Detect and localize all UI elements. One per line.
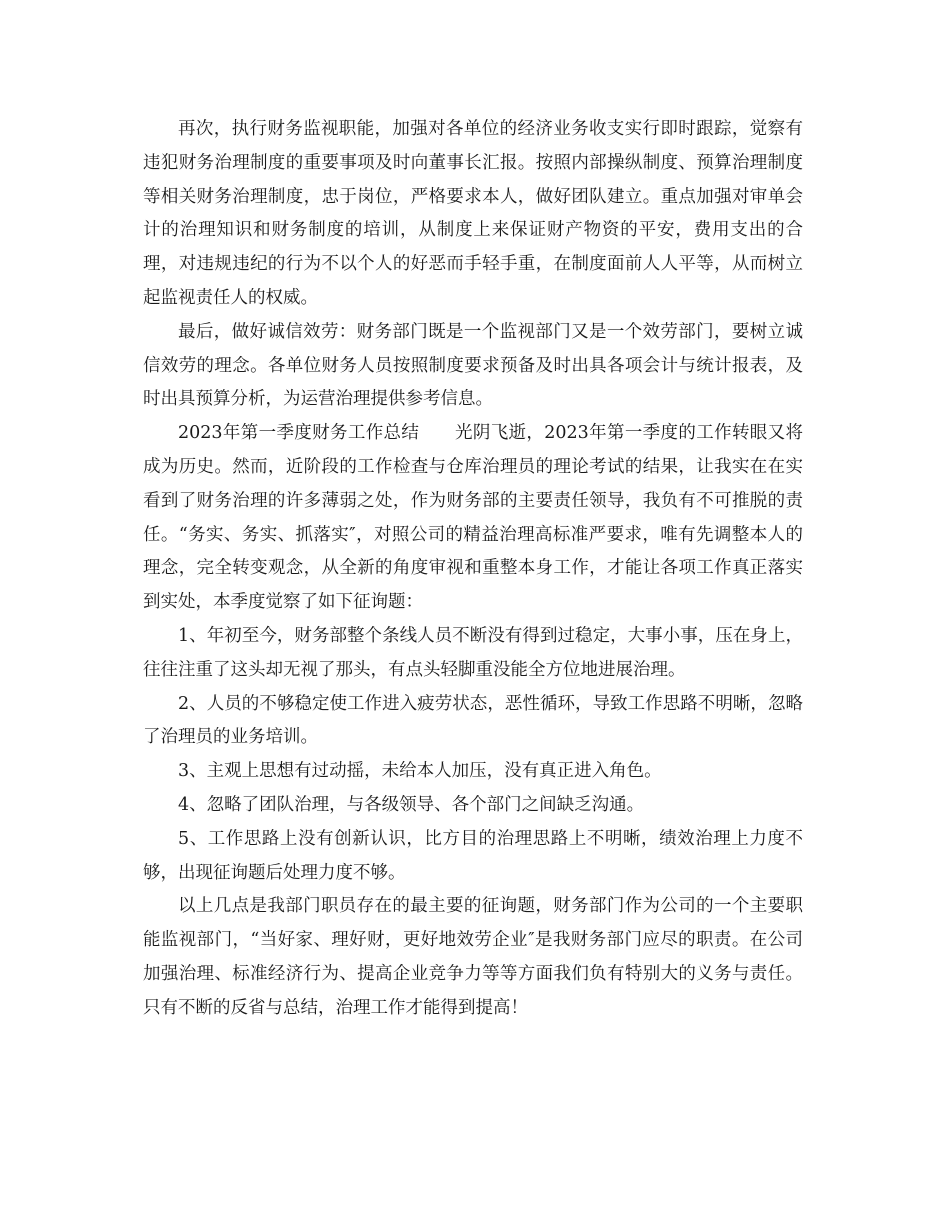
- issue-item-1: 1、年初至今，财务部整个条线人员不断没有得到过稳定，大事小事，压在身上，往往注重了这头却无视了那头，有点头轻脚重没能全方位地进展治理。: [143, 625, 803, 680]
- paragraph-conclusion: 以上几点是我部门职员存在的最主要的征询题，财务部门作为公司的一个主要职能监视部门，“当好家、理好财，更好地效劳企业″是我财务部门应尽的职责。在公司加强治理、标准经济行为、提高企业竞争力等等方面我们负有特别大的义务与责任。只有不断的反省与总结，治理工作才能得到提高！: [143, 896, 803, 1018]
- issue-item-2: 2、人员的不够稳定使工作进入疲劳状态，恶性循环，导致工作思路不明晰，忽略了治理员的业务培训。: [143, 693, 803, 748]
- paragraph-supervision: 再次，执行财务监视职能，加强对各单位的经济业务收支实行即时跟踪，觉察有违犯财务治理制度的重要事项及时向董事长汇报。按照内部操纵制度、预算治理制度等相关财务治理制度，忠于岗位，严格要求本人，做好团队建立。重点加强对审单会计的治理知识和财务制度的培训，从制度上来保证财产物资的平安，费用支出的合理，对违规违纪的行为不以个人的好恶而手轻手重，在制度面前人人平等，从而树立起监视责任人的权威。: [143, 119, 803, 308]
- paragraph-summary-intro: [143, 417, 803, 620]
- summary-title: 2023年第一季度财务工作总结: [178, 423, 420, 444]
- issue-item-4: 4、忽略了团队治理，与各级领导、各个部门之间缺乏沟通。: [178, 794, 645, 815]
- summary-intro-text: 光阴飞逝，2023年第一季度的工作转眼又将成为历史。然而，近阶段的工作检查与仓库治理员的理论考试的结果，让我实在在实看到了财务治理的许多薄弱之处，作为财务部的主要责任领导，我负有不可推脱的责任。“务实、务实、抓落实″，对照公司的精益治理高标准严要求，唯有先调整本人的理念，完全转变观念，从全新的角度审视和重整本身工作，才能让各项工作真正落实到实处，本季度觉察了如下征询题：: [143, 423, 804, 613]
- issue-item-5: 5、工作思路上没有创新认识，比方目的治理思路上不明晰，绩效治理上力度不够，出现征询题后处理力度不够。: [143, 828, 803, 883]
- issue-item-3: 3、主观上思想有过动摇，未给本人加压，没有真正进入角色。: [178, 761, 662, 782]
- paragraph-integrity-service: 最后，做好诚信效劳：财务部门既是一个监视部门又是一个效劳部门，要树立诚信效劳的理念。各单位财务人员按照制度要求预备及时出具各项会计与统计报表，及时出具预算分析，为运营治理提供参考信息。: [143, 321, 803, 410]
- document-page: [143, 113, 803, 1026]
